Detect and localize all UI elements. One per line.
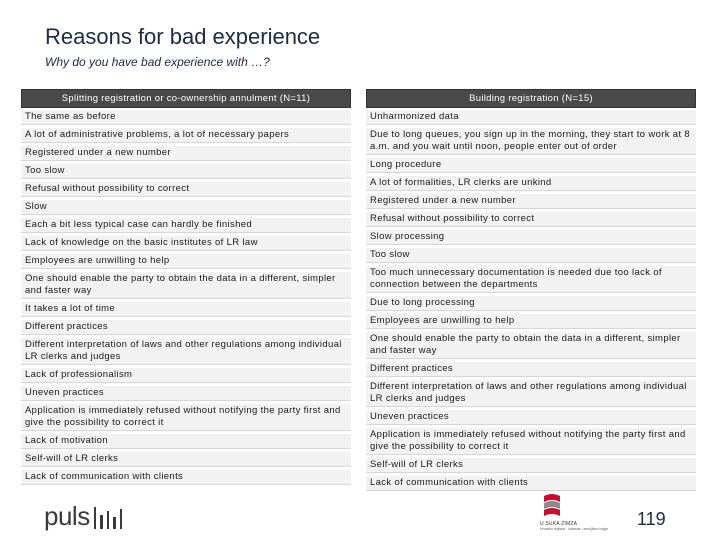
- list-item: Different interpretation of laws and other regulations among individual LR clerks and judges: [21, 338, 351, 365]
- list-item: Refusal without possibility to correct: [21, 182, 351, 197]
- list-item: Each a bit less typical case can hardly be finished: [21, 218, 351, 233]
- list-item: Application is immediately refused without notifying the party first and give the possibility to correct it: [366, 428, 696, 455]
- list-item: The same as before: [21, 110, 351, 125]
- list-item: Slow: [21, 200, 351, 215]
- puls-logo-text: puls: [44, 501, 90, 531]
- list-item: Lack of communication with clients: [366, 476, 696, 491]
- list-item: Too slow: [21, 164, 351, 179]
- list-item: Lack of knowledge on the basic institutes of LR law: [21, 236, 351, 251]
- list-item: Due to long queues, you sign up in the morning, they start to work at 8 a.m. and you wait until noon, people enter out of order: [366, 128, 696, 155]
- list-item: One should enable the party to obtain the data in a different, simpler and faster way: [21, 272, 351, 299]
- partner-tagline: Hrvatski registar · katastar i zemljišne knjige: [540, 527, 609, 531]
- page-subtitle: Why do you have bad experience with …?: [45, 55, 270, 69]
- list-item: Due to long processing: [366, 296, 696, 311]
- list-item: Different practices: [366, 362, 696, 377]
- list-item: Different practices: [21, 320, 351, 335]
- list-item: Lack of motivation: [21, 434, 351, 449]
- list-item: A lot of formalities, LR clerks are unkind: [366, 176, 696, 191]
- list-item: Uneven practices: [366, 410, 696, 425]
- partner-emblem-icon: [542, 492, 562, 518]
- list-item: Uneven practices: [21, 386, 351, 401]
- page-number: 119: [637, 509, 666, 529]
- list-item: It takes a lot of time: [21, 302, 351, 317]
- puls-bars-icon: [94, 505, 127, 529]
- list-item: Long procedure: [366, 158, 696, 173]
- list-item: Unharmonized data: [366, 110, 696, 125]
- list-item: Registered under a new number: [366, 194, 696, 209]
- list-item: Too much unnecessary documentation is needed due too lack of connection between the departments: [366, 266, 696, 293]
- page-title: Reasons for bad experience: [45, 24, 321, 49]
- list-item: Refusal without possibility to correct: [366, 212, 696, 227]
- left-column-header: Splitting registration or co-ownership annulment (N=11): [21, 89, 351, 108]
- list-item: Different interpretation of laws and other regulations among individual LR clerks and judges: [366, 380, 696, 407]
- partner-name: U SUKA ZIMZA: [540, 521, 578, 527]
- list-item: One should enable the party to obtain the data in a different, simpler and faster way: [366, 332, 696, 359]
- right-column: [366, 89, 696, 494]
- left-column: [21, 89, 351, 488]
- list-item: Registered under a new number: [21, 146, 351, 161]
- list-item: Employees are unwilling to help: [366, 314, 696, 329]
- list-item: Lack of communication with clients: [21, 470, 351, 485]
- right-column-header: Building registration (N=15): [366, 89, 696, 108]
- list-item: Application is immediately refused without notifying the party first and give the possibility to correct it: [21, 404, 351, 431]
- list-item: Too slow: [366, 248, 696, 263]
- list-item: Lack of professionalism: [21, 368, 351, 383]
- puls-logo: [44, 503, 126, 529]
- list-item: A lot of administrative problems, a lot of necessary papers: [21, 128, 351, 143]
- list-item: Employees are unwilling to help: [21, 254, 351, 269]
- list-item: Self-will of LR clerks: [366, 458, 696, 473]
- partner-logo: [540, 492, 640, 534]
- list-item: Slow processing: [366, 230, 696, 245]
- list-item: Self-will of LR clerks: [21, 452, 351, 467]
